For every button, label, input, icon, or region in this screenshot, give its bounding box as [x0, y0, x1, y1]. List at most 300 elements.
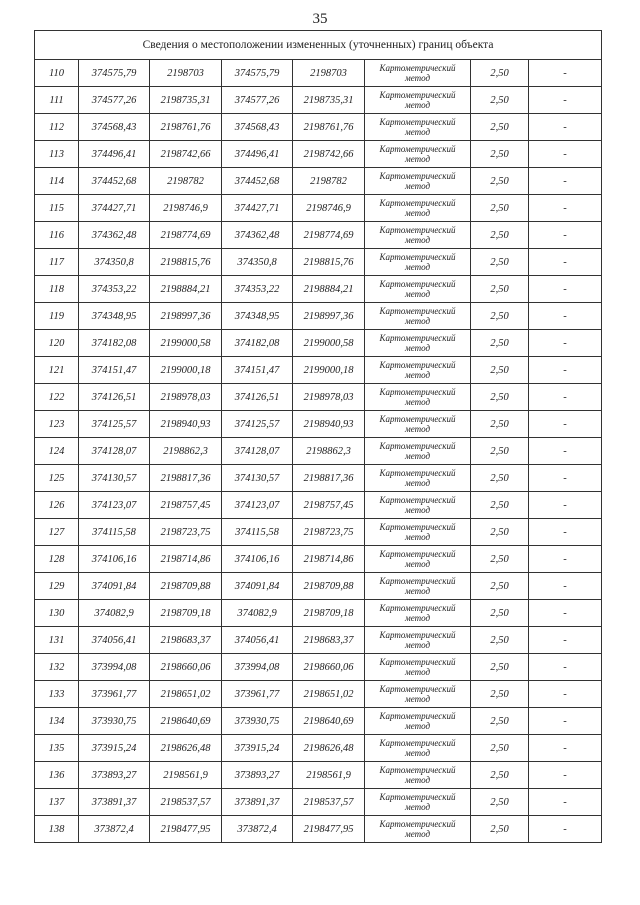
- note-cell: -: [529, 60, 602, 87]
- method-line-1: Картометрический: [379, 657, 456, 667]
- point-number-cell: 138: [35, 816, 79, 843]
- method-line-1: Картометрический: [379, 171, 456, 181]
- method-line-2: метод: [404, 181, 431, 191]
- point-number-cell: 130: [35, 600, 79, 627]
- point-number-cell: 117: [35, 249, 79, 276]
- x-existing-cell: 374123,07: [79, 492, 150, 519]
- table-row: [35, 573, 602, 600]
- method-cell: [365, 816, 471, 843]
- note-cell: -: [529, 465, 602, 492]
- x-updated-cell: 374126,51: [222, 384, 293, 411]
- method-cell: [365, 384, 471, 411]
- method-line-2: метод: [404, 532, 431, 542]
- table-title: Сведения о местоположении измененных (уточненных) границ объекта: [35, 31, 602, 60]
- note-cell: -: [529, 357, 602, 384]
- y-updated-cell: 2198735,31: [293, 87, 365, 114]
- y-existing-cell: 2198640,69: [150, 708, 222, 735]
- method-line-1: Картометрический: [379, 630, 456, 640]
- x-updated-cell: 374115,58: [222, 519, 293, 546]
- note-cell: -: [529, 789, 602, 816]
- x-existing-cell: 373961,77: [79, 681, 150, 708]
- table-row: [35, 222, 602, 249]
- method-line-2: метод: [404, 262, 431, 272]
- x-existing-cell: 374182,08: [79, 330, 150, 357]
- point-number-cell: 124: [35, 438, 79, 465]
- x-existing-cell: 374128,07: [79, 438, 150, 465]
- point-number-cell: 126: [35, 492, 79, 519]
- method-line-2: метод: [404, 289, 431, 299]
- x-updated-cell: 374575,79: [222, 60, 293, 87]
- method-cell: [365, 708, 471, 735]
- x-existing-cell: 374350,8: [79, 249, 150, 276]
- method-line-2: метод: [404, 451, 431, 461]
- note-cell: -: [529, 546, 602, 573]
- y-existing-cell: 2198723,75: [150, 519, 222, 546]
- method-line-2: метод: [404, 559, 431, 569]
- method-cell: [365, 627, 471, 654]
- method-cell: [365, 573, 471, 600]
- point-number-cell: 134: [35, 708, 79, 735]
- method-line-2: метод: [404, 775, 431, 785]
- table-row: [35, 357, 602, 384]
- note-cell: -: [529, 654, 602, 681]
- x-existing-cell: 374452,68: [79, 168, 150, 195]
- method-line-2: метод: [404, 370, 431, 380]
- x-updated-cell: 374577,26: [222, 87, 293, 114]
- table-row: [35, 411, 602, 438]
- note-cell: -: [529, 168, 602, 195]
- method-line-1: Картометрический: [379, 495, 456, 505]
- note-cell: -: [529, 573, 602, 600]
- accuracy-cell: 2,50: [471, 411, 529, 438]
- y-existing-cell: 2199000,18: [150, 357, 222, 384]
- method-cell: [365, 546, 471, 573]
- x-updated-cell: 374362,48: [222, 222, 293, 249]
- note-cell: -: [529, 330, 602, 357]
- method-line-1: Картометрический: [379, 144, 456, 154]
- method-line-2: метод: [404, 343, 431, 353]
- x-updated-cell: 374182,08: [222, 330, 293, 357]
- point-number-cell: 136: [35, 762, 79, 789]
- accuracy-cell: 2,50: [471, 546, 529, 573]
- table-row: [35, 249, 602, 276]
- x-updated-cell: 373872,4: [222, 816, 293, 843]
- y-existing-cell: 2198714,86: [150, 546, 222, 573]
- note-cell: -: [529, 249, 602, 276]
- note-cell: -: [529, 114, 602, 141]
- y-existing-cell: 2198703: [150, 60, 222, 87]
- method-line-1: Картометрический: [379, 738, 456, 748]
- y-updated-cell: 2198782: [293, 168, 365, 195]
- x-existing-cell: 374115,58: [79, 519, 150, 546]
- x-existing-cell: 373872,4: [79, 816, 150, 843]
- y-existing-cell: 2199000,58: [150, 330, 222, 357]
- point-number-cell: 121: [35, 357, 79, 384]
- x-existing-cell: 374496,41: [79, 141, 150, 168]
- table-row: [35, 600, 602, 627]
- accuracy-cell: 2,50: [471, 438, 529, 465]
- method-line-1: Картометрический: [379, 63, 456, 73]
- y-existing-cell: 2198884,21: [150, 276, 222, 303]
- y-existing-cell: 2198746,9: [150, 195, 222, 222]
- accuracy-cell: 2,50: [471, 60, 529, 87]
- table-row: [35, 60, 602, 87]
- method-cell: [365, 303, 471, 330]
- method-line-2: метод: [404, 613, 431, 623]
- note-cell: -: [529, 276, 602, 303]
- x-updated-cell: 374151,47: [222, 357, 293, 384]
- x-updated-cell: 374106,16: [222, 546, 293, 573]
- method-cell: [365, 762, 471, 789]
- method-line-2: метод: [404, 397, 431, 407]
- y-updated-cell: 2198774,69: [293, 222, 365, 249]
- table-row: [35, 762, 602, 789]
- accuracy-cell: 2,50: [471, 330, 529, 357]
- table-row: [35, 114, 602, 141]
- y-existing-cell: 2198537,57: [150, 789, 222, 816]
- x-existing-cell: 374353,22: [79, 276, 150, 303]
- y-existing-cell: 2198735,31: [150, 87, 222, 114]
- y-existing-cell: 2198709,18: [150, 600, 222, 627]
- point-number-cell: 112: [35, 114, 79, 141]
- y-existing-cell: 2198477,95: [150, 816, 222, 843]
- y-updated-cell: 2198746,9: [293, 195, 365, 222]
- x-existing-cell: 374575,79: [79, 60, 150, 87]
- point-number-cell: 113: [35, 141, 79, 168]
- table-row: [35, 303, 602, 330]
- point-number-cell: 132: [35, 654, 79, 681]
- method-cell: [365, 168, 471, 195]
- accuracy-cell: 2,50: [471, 573, 529, 600]
- accuracy-cell: 2,50: [471, 303, 529, 330]
- note-cell: -: [529, 222, 602, 249]
- accuracy-cell: 2,50: [471, 735, 529, 762]
- note-cell: -: [529, 816, 602, 843]
- y-updated-cell: 2198997,36: [293, 303, 365, 330]
- method-line-1: Картометрический: [379, 387, 456, 397]
- point-number-cell: 127: [35, 519, 79, 546]
- table-row: [35, 195, 602, 222]
- x-existing-cell: 374082,9: [79, 600, 150, 627]
- note-cell: -: [529, 708, 602, 735]
- accuracy-cell: 2,50: [471, 627, 529, 654]
- y-updated-cell: 2198714,86: [293, 546, 365, 573]
- accuracy-cell: 2,50: [471, 114, 529, 141]
- point-number-cell: 110: [35, 60, 79, 87]
- method-cell: [365, 654, 471, 681]
- point-number-cell: 135: [35, 735, 79, 762]
- x-updated-cell: 373930,75: [222, 708, 293, 735]
- note-cell: -: [529, 492, 602, 519]
- method-line-1: Картометрический: [379, 603, 456, 613]
- accuracy-cell: 2,50: [471, 384, 529, 411]
- method-line-1: Картометрический: [379, 117, 456, 127]
- method-line-1: Картометрический: [379, 414, 456, 424]
- method-line-2: метод: [404, 100, 431, 110]
- method-line-1: Картометрический: [379, 279, 456, 289]
- y-updated-cell: 2198709,18: [293, 600, 365, 627]
- method-cell: [365, 276, 471, 303]
- y-updated-cell: 2198561,9: [293, 762, 365, 789]
- point-number-cell: 119: [35, 303, 79, 330]
- method-line-2: метод: [404, 721, 431, 731]
- method-line-2: метод: [404, 829, 431, 839]
- point-number-cell: 125: [35, 465, 79, 492]
- table-row: [35, 168, 602, 195]
- table-row: [35, 465, 602, 492]
- x-updated-cell: 374056,41: [222, 627, 293, 654]
- x-updated-cell: 374427,71: [222, 195, 293, 222]
- x-updated-cell: 374568,43: [222, 114, 293, 141]
- point-number-cell: 114: [35, 168, 79, 195]
- method-cell: [365, 411, 471, 438]
- y-existing-cell: 2198709,88: [150, 573, 222, 600]
- y-existing-cell: 2198997,36: [150, 303, 222, 330]
- note-cell: -: [529, 681, 602, 708]
- y-updated-cell: 2198709,88: [293, 573, 365, 600]
- method-line-1: Картометрический: [379, 198, 456, 208]
- method-line-1: Картометрический: [379, 819, 456, 829]
- table-row: [35, 87, 602, 114]
- accuracy-cell: 2,50: [471, 789, 529, 816]
- point-number-cell: 115: [35, 195, 79, 222]
- y-existing-cell: 2198817,36: [150, 465, 222, 492]
- boundary-coordinates-table: [34, 30, 602, 843]
- x-existing-cell: 374125,57: [79, 411, 150, 438]
- table-row: [35, 816, 602, 843]
- accuracy-cell: 2,50: [471, 816, 529, 843]
- y-updated-cell: 2198940,93: [293, 411, 365, 438]
- accuracy-cell: 2,50: [471, 465, 529, 492]
- note-cell: -: [529, 141, 602, 168]
- y-updated-cell: 2198817,36: [293, 465, 365, 492]
- x-updated-cell: 374353,22: [222, 276, 293, 303]
- x-existing-cell: 374362,48: [79, 222, 150, 249]
- x-updated-cell: 374125,57: [222, 411, 293, 438]
- method-line-2: метод: [404, 127, 431, 137]
- accuracy-cell: 2,50: [471, 654, 529, 681]
- method-line-1: Картометрический: [379, 252, 456, 262]
- x-existing-cell: 374091,84: [79, 573, 150, 600]
- method-line-1: Картометрический: [379, 441, 456, 451]
- method-line-1: Картометрический: [379, 522, 456, 532]
- method-line-1: Картометрический: [379, 576, 456, 586]
- point-number-cell: 118: [35, 276, 79, 303]
- method-cell: [365, 519, 471, 546]
- accuracy-cell: 2,50: [471, 762, 529, 789]
- y-updated-cell: 2198537,57: [293, 789, 365, 816]
- accuracy-cell: 2,50: [471, 708, 529, 735]
- x-updated-cell: 373891,37: [222, 789, 293, 816]
- x-updated-cell: 374348,95: [222, 303, 293, 330]
- method-cell: [365, 492, 471, 519]
- x-existing-cell: 374577,26: [79, 87, 150, 114]
- method-cell: [365, 141, 471, 168]
- method-line-1: Картометрический: [379, 792, 456, 802]
- accuracy-cell: 2,50: [471, 249, 529, 276]
- method-line-1: Картометрический: [379, 684, 456, 694]
- y-existing-cell: 2198651,02: [150, 681, 222, 708]
- note-cell: -: [529, 411, 602, 438]
- note-cell: -: [529, 87, 602, 114]
- x-updated-cell: 374350,8: [222, 249, 293, 276]
- point-number-cell: 129: [35, 573, 79, 600]
- method-cell: [365, 87, 471, 114]
- y-existing-cell: 2198978,03: [150, 384, 222, 411]
- method-line-2: метод: [404, 694, 431, 704]
- table-row: [35, 708, 602, 735]
- x-updated-cell: 374123,07: [222, 492, 293, 519]
- method-cell: [365, 195, 471, 222]
- x-existing-cell: 374106,16: [79, 546, 150, 573]
- table-row: [35, 681, 602, 708]
- method-cell: [365, 600, 471, 627]
- point-number-cell: 131: [35, 627, 79, 654]
- x-existing-cell: 374056,41: [79, 627, 150, 654]
- method-line-2: метод: [404, 73, 431, 83]
- method-line-2: метод: [404, 505, 431, 515]
- x-existing-cell: 374151,47: [79, 357, 150, 384]
- x-updated-cell: 373893,27: [222, 762, 293, 789]
- y-existing-cell: 2198862,3: [150, 438, 222, 465]
- table-row: [35, 546, 602, 573]
- method-line-2: метод: [404, 478, 431, 488]
- accuracy-cell: 2,50: [471, 222, 529, 249]
- method-line-2: метод: [404, 424, 431, 434]
- method-line-2: метод: [404, 667, 431, 677]
- x-existing-cell: 374126,51: [79, 384, 150, 411]
- y-updated-cell: 2198640,69: [293, 708, 365, 735]
- y-updated-cell: 2199000,58: [293, 330, 365, 357]
- x-updated-cell: 374082,9: [222, 600, 293, 627]
- x-existing-cell: 374568,43: [79, 114, 150, 141]
- note-cell: -: [529, 627, 602, 654]
- x-updated-cell: 374130,57: [222, 465, 293, 492]
- y-existing-cell: 2198940,93: [150, 411, 222, 438]
- method-cell: [365, 438, 471, 465]
- note-cell: -: [529, 438, 602, 465]
- note-cell: -: [529, 384, 602, 411]
- page-number: 35: [312, 11, 328, 27]
- note-cell: -: [529, 195, 602, 222]
- x-existing-cell: 373893,27: [79, 762, 150, 789]
- method-line-2: метод: [404, 586, 431, 596]
- method-line-2: метод: [404, 316, 431, 326]
- accuracy-cell: 2,50: [471, 519, 529, 546]
- table-row: [35, 438, 602, 465]
- y-existing-cell: 2198626,48: [150, 735, 222, 762]
- x-existing-cell: 374130,57: [79, 465, 150, 492]
- note-cell: -: [529, 600, 602, 627]
- x-updated-cell: 373915,24: [222, 735, 293, 762]
- x-existing-cell: 373891,37: [79, 789, 150, 816]
- point-number-cell: 128: [35, 546, 79, 573]
- accuracy-cell: 2,50: [471, 276, 529, 303]
- point-number-cell: 120: [35, 330, 79, 357]
- note-cell: -: [529, 735, 602, 762]
- method-line-1: Картометрический: [379, 468, 456, 478]
- method-line-1: Картометрический: [379, 549, 456, 559]
- y-updated-cell: 2198884,21: [293, 276, 365, 303]
- y-existing-cell: 2198757,45: [150, 492, 222, 519]
- method-line-2: метод: [404, 802, 431, 812]
- method-cell: [365, 222, 471, 249]
- y-updated-cell: 2198626,48: [293, 735, 365, 762]
- method-line-1: Картометрический: [379, 711, 456, 721]
- x-updated-cell: 374128,07: [222, 438, 293, 465]
- y-existing-cell: 2198761,76: [150, 114, 222, 141]
- y-updated-cell: 2198651,02: [293, 681, 365, 708]
- x-existing-cell: 374348,95: [79, 303, 150, 330]
- method-line-1: Картометрический: [379, 333, 456, 343]
- x-updated-cell: 374091,84: [222, 573, 293, 600]
- method-line-2: метод: [404, 235, 431, 245]
- table-row: [35, 735, 602, 762]
- y-existing-cell: 2198561,9: [150, 762, 222, 789]
- accuracy-cell: 2,50: [471, 87, 529, 114]
- y-updated-cell: 2198703: [293, 60, 365, 87]
- note-cell: -: [529, 762, 602, 789]
- point-number-cell: 122: [35, 384, 79, 411]
- method-line-1: Картометрический: [379, 225, 456, 235]
- table-row: [35, 654, 602, 681]
- method-line-2: метод: [404, 640, 431, 650]
- y-updated-cell: 2198660,06: [293, 654, 365, 681]
- point-number-cell: 123: [35, 411, 79, 438]
- y-existing-cell: 2198815,76: [150, 249, 222, 276]
- method-cell: [365, 735, 471, 762]
- y-updated-cell: 2199000,18: [293, 357, 365, 384]
- table-row: [35, 276, 602, 303]
- method-cell: [365, 330, 471, 357]
- y-existing-cell: 2198742,66: [150, 141, 222, 168]
- method-cell: [365, 465, 471, 492]
- x-updated-cell: 373961,77: [222, 681, 293, 708]
- x-updated-cell: 374496,41: [222, 141, 293, 168]
- y-updated-cell: 2198978,03: [293, 384, 365, 411]
- y-updated-cell: 2198477,95: [293, 816, 365, 843]
- x-existing-cell: 374427,71: [79, 195, 150, 222]
- point-number-cell: 133: [35, 681, 79, 708]
- note-cell: -: [529, 519, 602, 546]
- method-cell: [365, 249, 471, 276]
- table-header-row: [35, 31, 602, 60]
- y-updated-cell: 2198723,75: [293, 519, 365, 546]
- x-existing-cell: 373915,24: [79, 735, 150, 762]
- y-existing-cell: 2198683,37: [150, 627, 222, 654]
- method-cell: [365, 357, 471, 384]
- method-line-1: Картометрический: [379, 765, 456, 775]
- point-number-cell: 111: [35, 87, 79, 114]
- method-cell: [365, 114, 471, 141]
- accuracy-cell: 2,50: [471, 357, 529, 384]
- point-number-cell: 116: [35, 222, 79, 249]
- method-line-1: Картометрический: [379, 306, 456, 316]
- y-existing-cell: 2198774,69: [150, 222, 222, 249]
- note-cell: -: [529, 303, 602, 330]
- y-updated-cell: 2198683,37: [293, 627, 365, 654]
- y-existing-cell: 2198660,06: [150, 654, 222, 681]
- y-updated-cell: 2198862,3: [293, 438, 365, 465]
- accuracy-cell: 2,50: [471, 600, 529, 627]
- accuracy-cell: 2,50: [471, 681, 529, 708]
- method-line-1: Картометрический: [379, 360, 456, 370]
- accuracy-cell: 2,50: [471, 168, 529, 195]
- accuracy-cell: 2,50: [471, 492, 529, 519]
- x-updated-cell: 374452,68: [222, 168, 293, 195]
- y-existing-cell: 2198782: [150, 168, 222, 195]
- method-line-2: метод: [404, 154, 431, 164]
